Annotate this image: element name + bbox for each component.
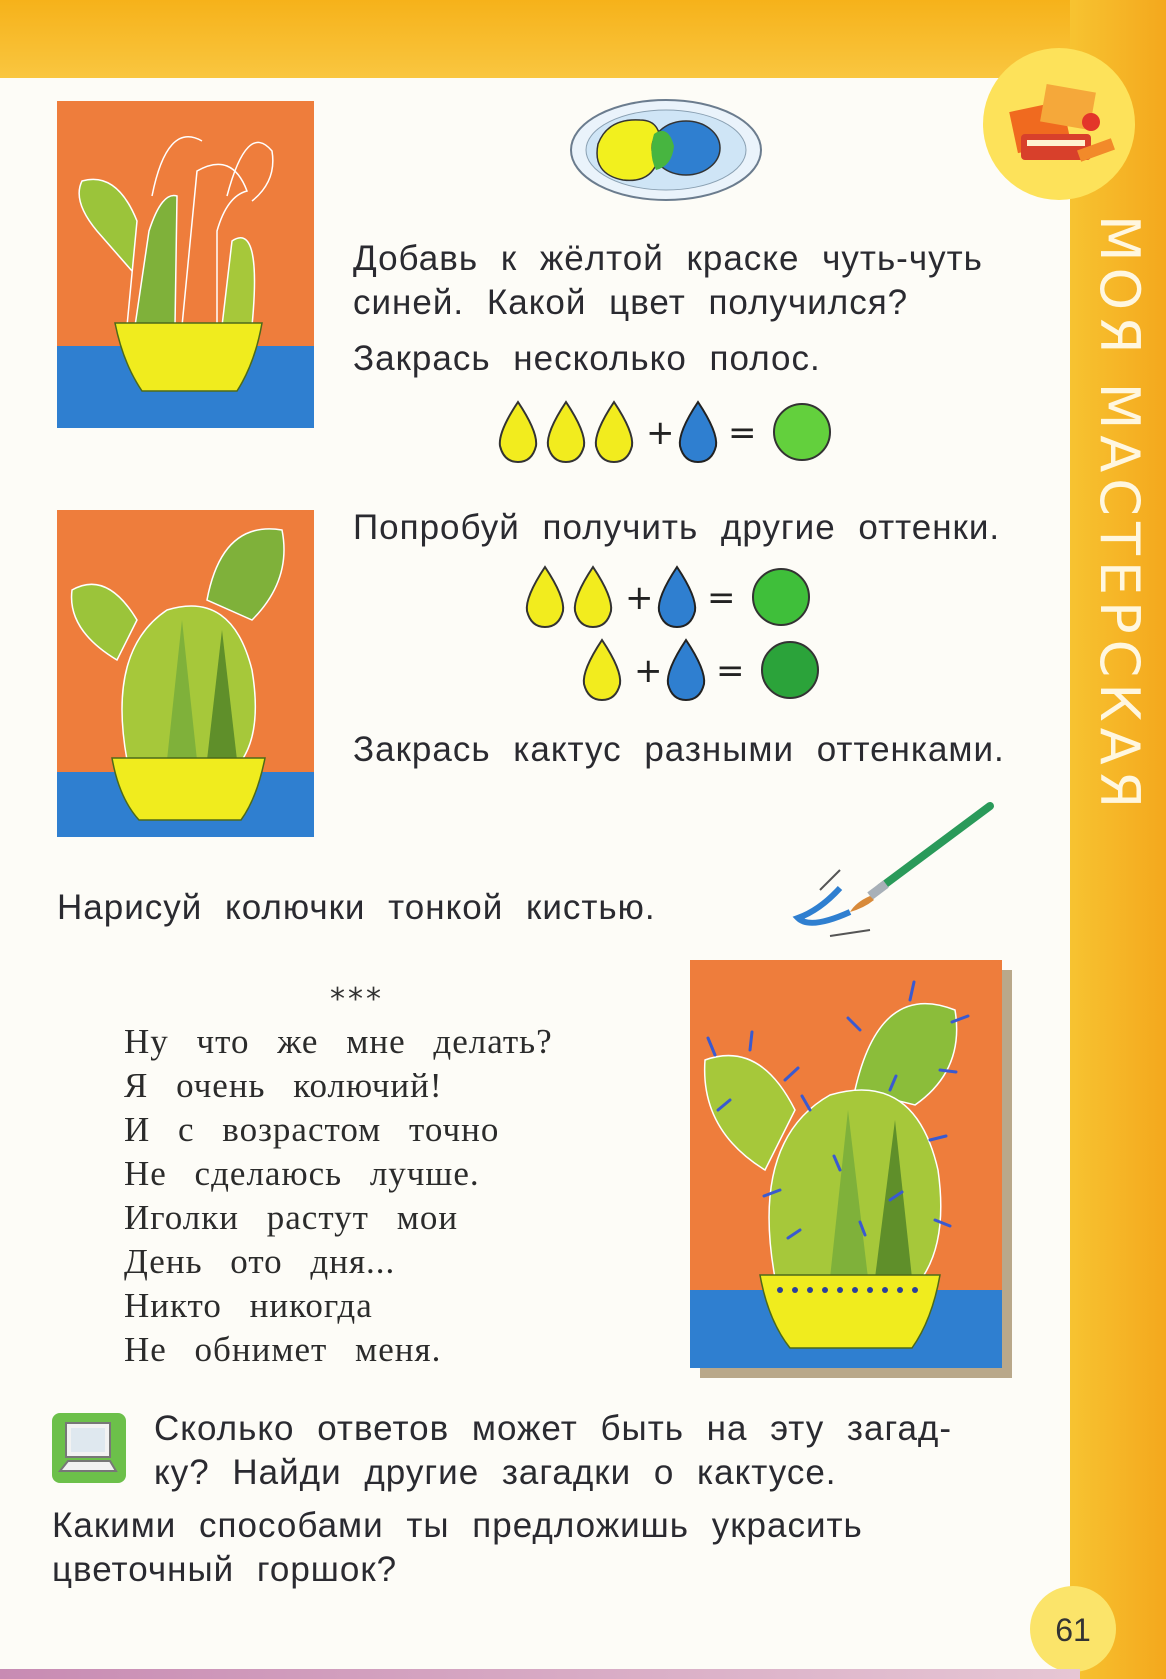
yellow-drop-icon xyxy=(596,402,632,462)
instruction-shades: Попробуй получить другие оттенки. xyxy=(353,508,1001,547)
drops-formula xyxy=(523,563,843,629)
question-pot-line2: цветочный горшок? xyxy=(52,1550,398,1589)
instruction-stripes: Закрась несколько полос. xyxy=(353,339,821,378)
result-circle xyxy=(774,404,830,460)
equals-sign: = xyxy=(716,651,745,691)
plus-sign: + xyxy=(634,651,663,691)
blue-drop-icon xyxy=(680,402,716,462)
color-formula-2 xyxy=(523,563,843,634)
poem-line: Не обнимет меня. xyxy=(124,1330,442,1369)
poem-line: Не сделаюсь лучше. xyxy=(124,1154,480,1193)
drops-formula xyxy=(496,398,861,464)
bottom-line xyxy=(0,1669,1080,1679)
plus-sign: + xyxy=(625,578,654,618)
plus-sign: + xyxy=(646,413,675,453)
equals-sign: = xyxy=(728,413,757,453)
paint-plate-picture xyxy=(568,96,765,204)
equals-sign: = xyxy=(707,578,736,618)
question-riddle-line2: ку? Найди другие загадки о кактусе. xyxy=(154,1453,837,1492)
poem-line: День ото дня... xyxy=(124,1242,396,1281)
yellow-drop-icon xyxy=(548,402,584,462)
poem-line: И с возрастом точно xyxy=(124,1110,500,1149)
question-pot-line1: Какими способами ты предложишь украсить xyxy=(52,1506,863,1545)
section-logo xyxy=(983,48,1135,200)
instruction-cactus: Закрась кактус разными оттенками. xyxy=(353,730,1005,769)
poem-stars: *** xyxy=(330,982,384,1017)
result-circle xyxy=(753,569,809,625)
drops-formula xyxy=(580,636,850,702)
yellow-drop-icon xyxy=(575,567,611,627)
blue-drop-icon xyxy=(659,567,695,627)
instruction-mix-line2: синей. Какой цвет получился? xyxy=(353,283,909,322)
section-title: МОЯ МАСТЕРСКАЯ xyxy=(1088,215,1151,815)
yellow-drop-icon xyxy=(500,402,536,462)
color-formula-3 xyxy=(580,636,850,707)
cactus-picture-1 xyxy=(57,101,314,428)
art-supplies-icon xyxy=(983,48,1135,200)
yellow-drop-icon xyxy=(527,567,563,627)
page-number: 61 xyxy=(1055,1612,1091,1648)
poem-line: Никто никогда xyxy=(124,1286,373,1325)
poem-line: Иголки растут мои xyxy=(124,1198,459,1237)
cactus-picture-2 xyxy=(57,510,314,837)
instruction-spines: Нарисуй колючки тонкой кистью. xyxy=(57,888,656,927)
computer-icon xyxy=(52,1413,126,1483)
poem-line: Ну что же мне делать? xyxy=(124,1022,553,1061)
poem xyxy=(124,1020,553,1372)
blue-drop-icon xyxy=(668,640,704,700)
color-formula-1 xyxy=(496,398,861,469)
question-riddle-line1: Сколько ответов может быть на эту загад- xyxy=(154,1409,952,1448)
brush-icon xyxy=(790,800,1000,940)
instruction-mix-line1: Добавь к жёлтой краске чуть-чуть xyxy=(353,239,983,278)
yellow-drop-icon xyxy=(584,640,620,700)
cactus-picture-3 xyxy=(690,960,1012,1378)
result-circle xyxy=(762,642,818,698)
poem-line: Я очень колючий! xyxy=(124,1066,443,1105)
